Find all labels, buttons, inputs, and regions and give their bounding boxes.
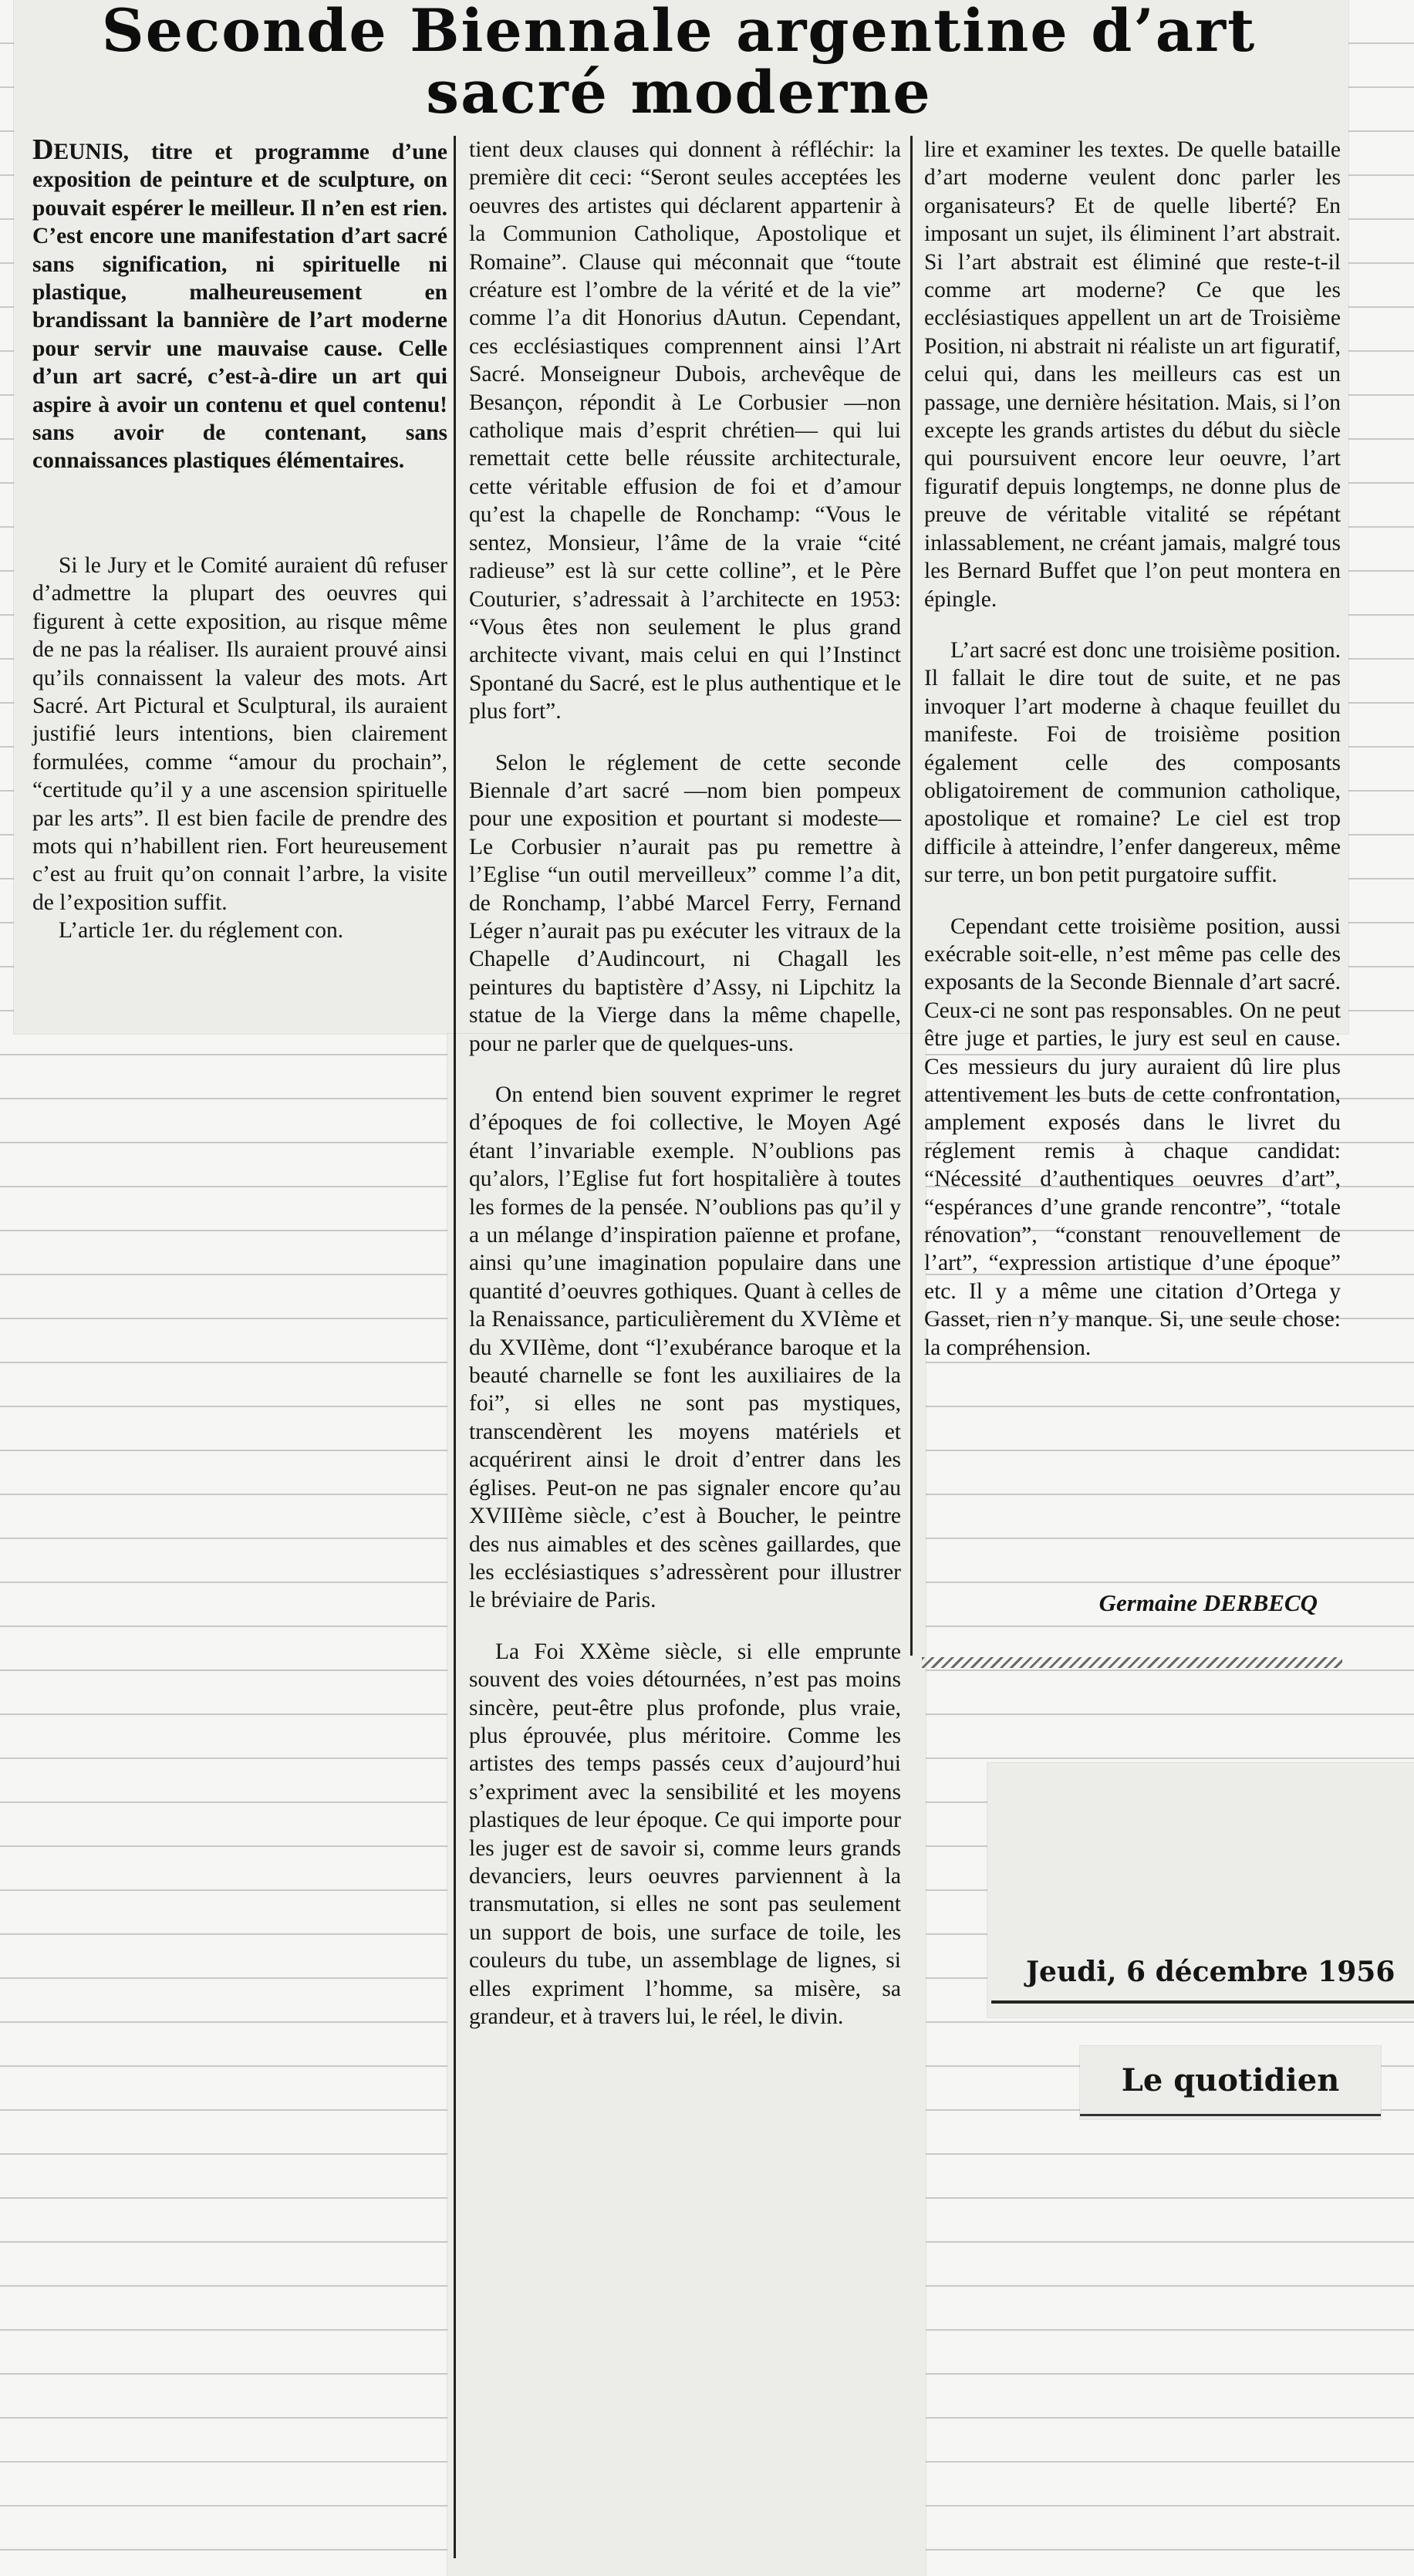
paragraph: tient deux clauses qui donnent à réfléchir: la première dit ceci: “Seront seules acceptées les oeuvres des artistes qui déclarent appartenir à la Communion Catholique, Apostolique et Romaine”. Clause qui méconnait que “toute créature est l’ombre de la vérité et de la vie” comme l’a dit Honorius dAutun. Cependant, ces ecclésiastiques comprennent ainsi l’Art Sacré. Monseigneur Dubois, archevêque de Besançon, répondit à Le Corbusier —non catholique mais d’esprit chrétien— qui lui remettait cette belle réussite architecturale, cette véritable effusion de foi et d’amour qu’est la chapelle de Ronchamp: “Vous le sentez, Monsieur, l’âme de la vraie “cité radieuse” est là sur cette colline”, et le Père Couturier, s’adressait à l’architecte en 1953: “Vous êtes non seulement le plus grand architecte vivant, mais celui en qui l’Instinct Spontané du Sacré, est le plus authentique et le plus fort”. <box>469 137 901 724</box>
source-rule <box>1080 2114 1381 2116</box>
column-1-lead <box>32 133 447 475</box>
paragraph: L’article 1er. du réglement con. <box>59 918 344 944</box>
column-rule-2 <box>910 136 913 1656</box>
lead-paragraph <box>32 133 447 475</box>
paragraph: La Foi XXème siècle, si elle emprunte souvent des voies détournées, n’est pas moins sincère, peut-être plus profonde, plus vraie, plus éprouvée, plus méritoire. Comme les artistes des temps passés ceux d’aujourd’hui s’expriment avec la sensibilité et les moyens plastiques de leur époque. Ce qui importe pour les juger est de savoir si, comme leurs grands devanciers, leurs oeuvres parviennent à la transmutation, si elles ne sont pas seulement un support de bois, une surface de toile, les couleurs du tube, un assemblage de lignes, si elles expriment l’homme, sa misère, sa grandeur, et à travers lui, le réel, le divin. <box>469 1639 901 2029</box>
column-1-body <box>32 552 447 945</box>
drop-cap: D <box>32 133 54 166</box>
paragraph: Selon le réglement de cette seconde Biennale d’art sacré —nom bien pompeux pour une exposition et pourtant si modeste— Le Corbusier n’aurait pas pu remettre à l’Eglise “un outil merveilleux” comme l’a dit, de Ronchamp, l’abbé Marcel Ferry, Fernand Léger n’aurait pas pu exécuter les vitraux de la Chapelle d’Audincourt, ni Chagall les peintures du baptistère d’Assy, ni Lipchitz la statue de la Vierge dans la même chapelle, pour ne parler que de quelques-uns. <box>469 750 901 1056</box>
article-end-rule <box>922 1657 1342 1668</box>
publication-source: Le quotidien <box>1121 2062 1340 2098</box>
paragraph: lire et examiner les textes. De quelle bataille d’art moderne veulent donc parler les organisateurs? Et de quelle liberté? En imposant un sujet, ils éliminent l’art abstrait. Si l’art abstrait est éliminé que reste-t-il comme art moderne? Ce que les ecclésiastiques appellent un art de Troisième Position, ni abstrait ni réaliste un art figuratif, celui qui, dans les meilleurs cas est un passage, une dernière hésitation. Mais, si l’on excepte les grands artistes du début du siècle qui poursuivent encore leur oeuvre, l’art figuratif depuis longtemps, ne donne plus de preuve de véritable vitalité se répétant inlassablement, ne créant jamais, malgré tous les Bernard Buffet que l’on peut montera en épingle. <box>924 137 1341 612</box>
author-signature: Germaine DERBECQ <box>1098 1589 1318 1616</box>
publication-date: Jeudi, 6 décembre 1956 <box>1026 1956 1395 1988</box>
paragraph: Cependant cette troisième position, aussi exécrable soit-elle, n’est même pas celle des exposants de la Seconde Biennale d’art sacré. Ceux-ci ne sont pas responsables. On ne peut être juge et parties, le jury est seul en cause. Ces messieurs du jury auraient dû lire plus attentivement les buts de cette confrontation, amplement exposés dans le livret du réglement remis à chaque candidat: “Nécessité d’authentiques oeuvres d’art”, “espérances d’une grande rencontre”, “totale rénovation”, “constant renouvellement de l’art”, “expression artistique d’une époque” etc. Il y a même une citation d’Ortega y Gasset, rien n’y manque. Si, une seule chose: la compréhension. <box>924 913 1341 1360</box>
column-3 <box>924 136 1341 1362</box>
lead-text: EUNIS, titre et programme d’une exposition de peinture et de sculpture, on pouvait espérer le meilleur. Il n’en est rien. C’est encore une manifestation d’art sacré sans signification, ni spirituelle ni plastique, malheureusement en brandissant la bannière de l’art moderne pour servir une mauvaise cause. Celle d’un art sacré, c’est-à-dire un art qui aspire à avoir un contenu et quel contenu! sans avoir de contenant, sans connaissances plastiques élémentaires. <box>32 140 447 474</box>
date-rule <box>991 2000 1414 2004</box>
column-2 <box>469 136 901 2031</box>
article-headline: Seconde Biennale argentine d’art sacré moderne <box>101 0 1257 127</box>
column-rule-1 <box>454 136 456 2558</box>
paragraph: L’art sacré est donc une troisième position. Il fallait le dire tout de suite, et ne pas invoquer l’art moderne à chaque feuillet du manifeste. Foi de troisième position également celle des composants obligatoirement de communion catholique, apostolique et romaine? Le ciel est trop difficile à atteindre, l’enfer dangereux, même sur terre, un bon petit purgatoire suffit. <box>924 637 1341 888</box>
paragraph: On entend bien souvent exprimer le regret d’époques de foi collective, le Moyen Agé étant l’invariable exemple. N’oublions pas qu’alors, l’Eglise fut fort hospitalière à toutes les formes de la pensée. N’oublions pas qu’il y a un mélange d’inspiration païenne et profane, ainsi qu’une imagination populaire dans une quantité d’oeuvres gothiques. Quant à celles de la Renaissance, particulièrement du XVIème et du XVIIème, dont “l’exubérance baroque et la beauté charnelle se font les auxiliaires de la foi”, si elles ne sont pas mystiques, transcendèrent les moyens matériels et acquérirent ainsi le droit d’entrer dans les églises. Peut-on ne pas signaler encore qu’au XVIIIème siècle, c’est à Boucher, le peintre des nus aimables et des scènes gaillardes, que les ecclésiastiques s’adressèrent pour illustrer le bréviaire de Paris. <box>469 1082 901 1613</box>
paragraph: Si le Jury et le Comité auraient dû refuser d’admettre la plupart des oeuvres qui figurent à cette exposition, au risque même de ne pas la réaliser. Ils auraient prouvé ainsi qu’ils connaissent la valeur des mots. Art Sacré. Art Pictural et Sculptural, ils auraient justifié leurs intentions, bien clairement formulées, comme “amour du prochain”, “certitude qu’il y a une ascension spirituelle par les arts”. Il est bien facile de prendre des mots qui n’habillent rien. Fort heureusement c’est au fruit qu’on connait l’arbre, la visite de l’exposition suffit. <box>32 553 447 915</box>
